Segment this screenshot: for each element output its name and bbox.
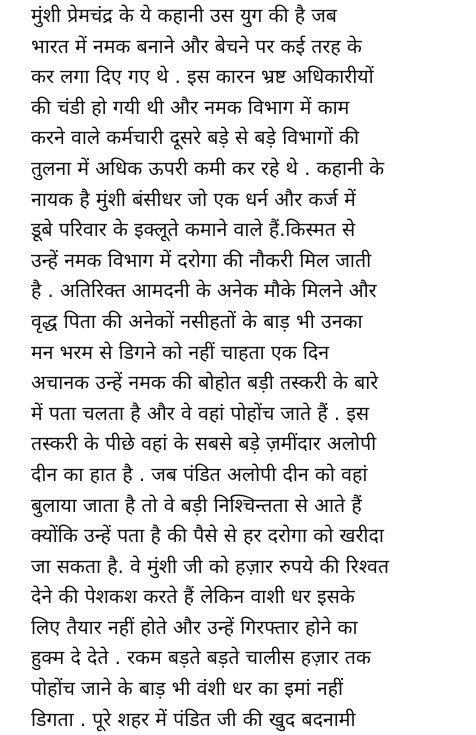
text-line: क्योंकि उन्हें पता है की पैसे से हर दरोगा को खरीदा	[31, 524, 384, 548]
text-line: अचानक उन्हें नमक की बोहोत बड़ी तस्करी के बारे	[31, 371, 379, 395]
text-line: दीन का हात है . जब पंडित अलोपी दीन को वहां	[31, 462, 368, 486]
text-line: मन भरम से डिगने को नहीं चाहता एक दिन	[31, 340, 330, 364]
text-line: नायक है मुंशी बंसीधर जो एक धर्न और कर्ज में	[31, 187, 356, 211]
text-line: है . अतिरिक्त आमदनी के अनेक मौके मिलने और	[31, 279, 377, 303]
text-line: लिए तैयार नहीं होते और उन्हें गिरफ्तार होने का	[31, 615, 358, 639]
text-line: देने की पेशकश करते हैं लेकिन वाशी धर इसके	[31, 585, 355, 609]
text-line: में पता चलता है और वे वहां पोहोंच जाते हैं . इस	[31, 401, 370, 425]
text-line: हुक्म दे देते . रकम बड़ते बड़ते चालीस हज़ार तक	[31, 646, 371, 670]
text-line: पोहोंच जाने के बाड़ भी वंशी धर का इमां नहीं	[31, 677, 344, 701]
text-line: तुलना में अधिक ऊपरी कमी कर रहे थे . कहानी के	[31, 156, 385, 180]
text-line: उन्हें नमक विभाग में दरोगा की नौकरी मिल जाती	[31, 248, 372, 272]
story-text-block	[31, 1, 476, 735]
text-line: डूबे परिवार के इक्लूते कमाने वाले हैं.किस्मत से	[31, 218, 356, 242]
text-line: डिगता . पूरे शहर में पंडित जी की खुद बदनामी	[31, 707, 356, 731]
text-line: करने वाले कर्मचारी दूसरे बड़े से बड़े विभागों की	[31, 126, 360, 150]
text-line: बुलाया जाता है तो वे बड़ी निश्चिन्तता से आते हैं	[31, 493, 362, 517]
text-line: की चंडी हो गयी थी और नमक विभाग में काम	[31, 95, 350, 119]
text-line: मुंशी प्रेमचंद्र के ये कहानी उस युग की है जब	[31, 4, 337, 27]
text-line: तस्करी के पीछे वहां के सबसे बड़े ज़मींदार अलोपी	[31, 432, 377, 456]
text-line: जा सकता है. वे मुंशी जी को हज़ार रुपये की रिश्वत	[31, 554, 389, 578]
text-line: वृद्ध पिता की अनेकों नसीहतों के बाड़ भी उनका	[31, 309, 363, 333]
text-line: भारत में नमक बनाने और बेचने पर कई तरह के	[31, 34, 362, 58]
text-line: कर लगा दिए गए थे . इस कारन भ्रष्ट अधिकारीयों	[31, 65, 374, 89]
